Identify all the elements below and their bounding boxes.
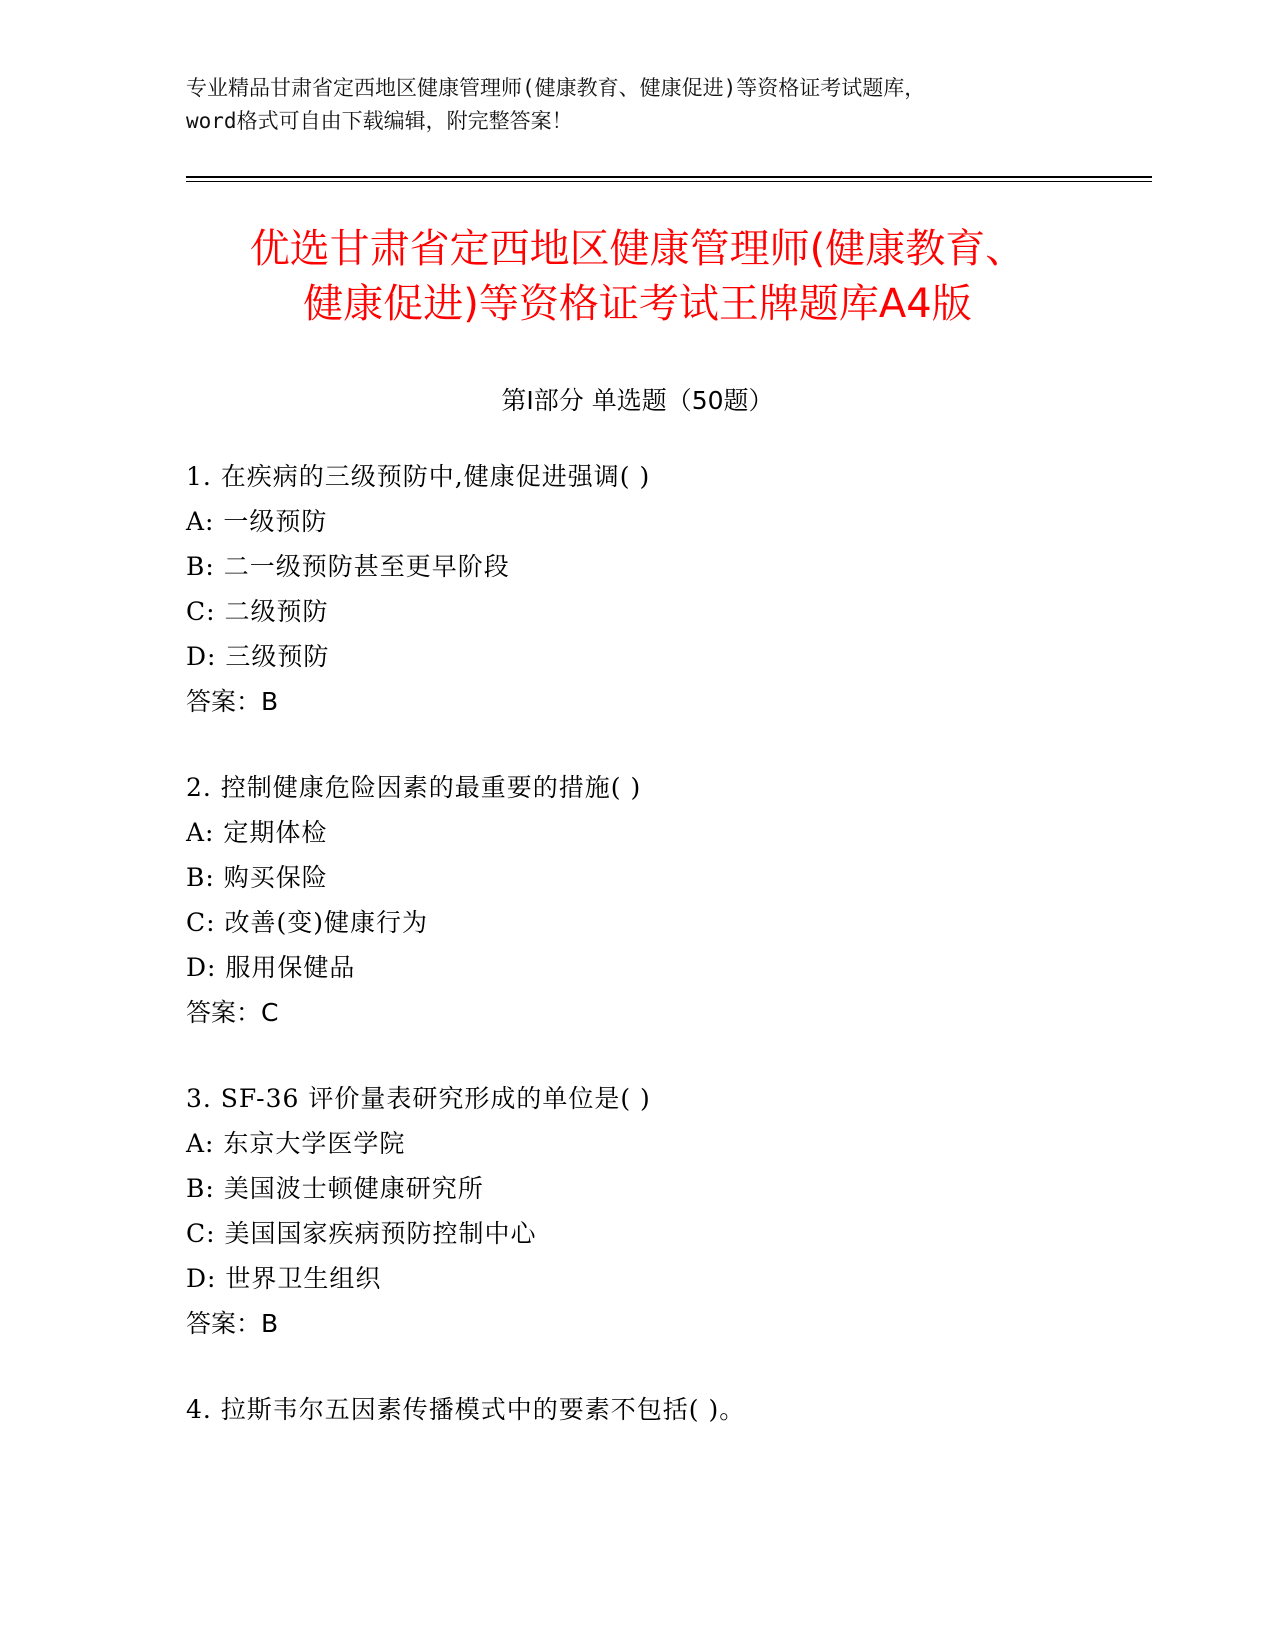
option-a: A: 东京大学医学院 [186, 1129, 406, 1158]
option-d: D: 三级预防 [186, 642, 330, 671]
question-stem: 1. 在疾病的三级预防中,健康促进强调( ) [186, 462, 651, 491]
answer: 答案：B [186, 687, 279, 716]
option-a: A: 一级预防 [186, 507, 328, 536]
question-stem: 3. SF-36 评价量表研究形成的单位是( ) [186, 1084, 651, 1113]
header-note-line-1: 专业精品甘肃省定西地区健康管理师(健康教育、健康促进)等资格证考试题库， [186, 76, 926, 100]
document-title-line-1: 优选甘肃省定西地区健康管理师(健康教育、 [249, 226, 1026, 272]
document-title [140, 222, 1135, 332]
answer: 答案：B [186, 1309, 279, 1338]
question-1 [186, 454, 1146, 724]
question-2 [186, 765, 1146, 1035]
option-a: A: 定期体检 [186, 818, 328, 847]
answer: 答案：C [186, 998, 279, 1027]
option-b: B: 二一级预防甚至更早阶段 [186, 552, 510, 581]
question-stem: 2. 控制健康危险因素的最重要的措施( ) [186, 773, 642, 802]
option-b: B: 美国波士顿健康研究所 [186, 1174, 484, 1203]
option-c: C: 美国国家疾病预防控制中心 [186, 1219, 537, 1248]
section-title: 第Ⅰ部分 单选题（50题） [501, 386, 774, 415]
option-b: B: 购买保险 [186, 863, 328, 892]
option-d: D: 服用保健品 [186, 953, 356, 982]
question-stem: 4. 拉斯韦尔五因素传播模式中的要素不包括( )。 [186, 1395, 746, 1424]
header-rule-thick [186, 176, 1152, 178]
option-c: C: 改善(变)健康行为 [186, 908, 429, 937]
document-title-line-2: 健康促进)等资格证考试王牌题库A4版 [303, 281, 972, 327]
header-rule-thin [186, 181, 1152, 182]
option-d: D: 世界卫生组织 [186, 1264, 382, 1293]
header-note-line-2: word格式可自由下载编辑，附完整答案！ [186, 109, 573, 133]
question-3 [186, 1076, 1146, 1346]
question-4 [186, 1387, 1146, 1432]
header-note [186, 72, 1086, 138]
option-c: C: 二级预防 [186, 597, 329, 626]
